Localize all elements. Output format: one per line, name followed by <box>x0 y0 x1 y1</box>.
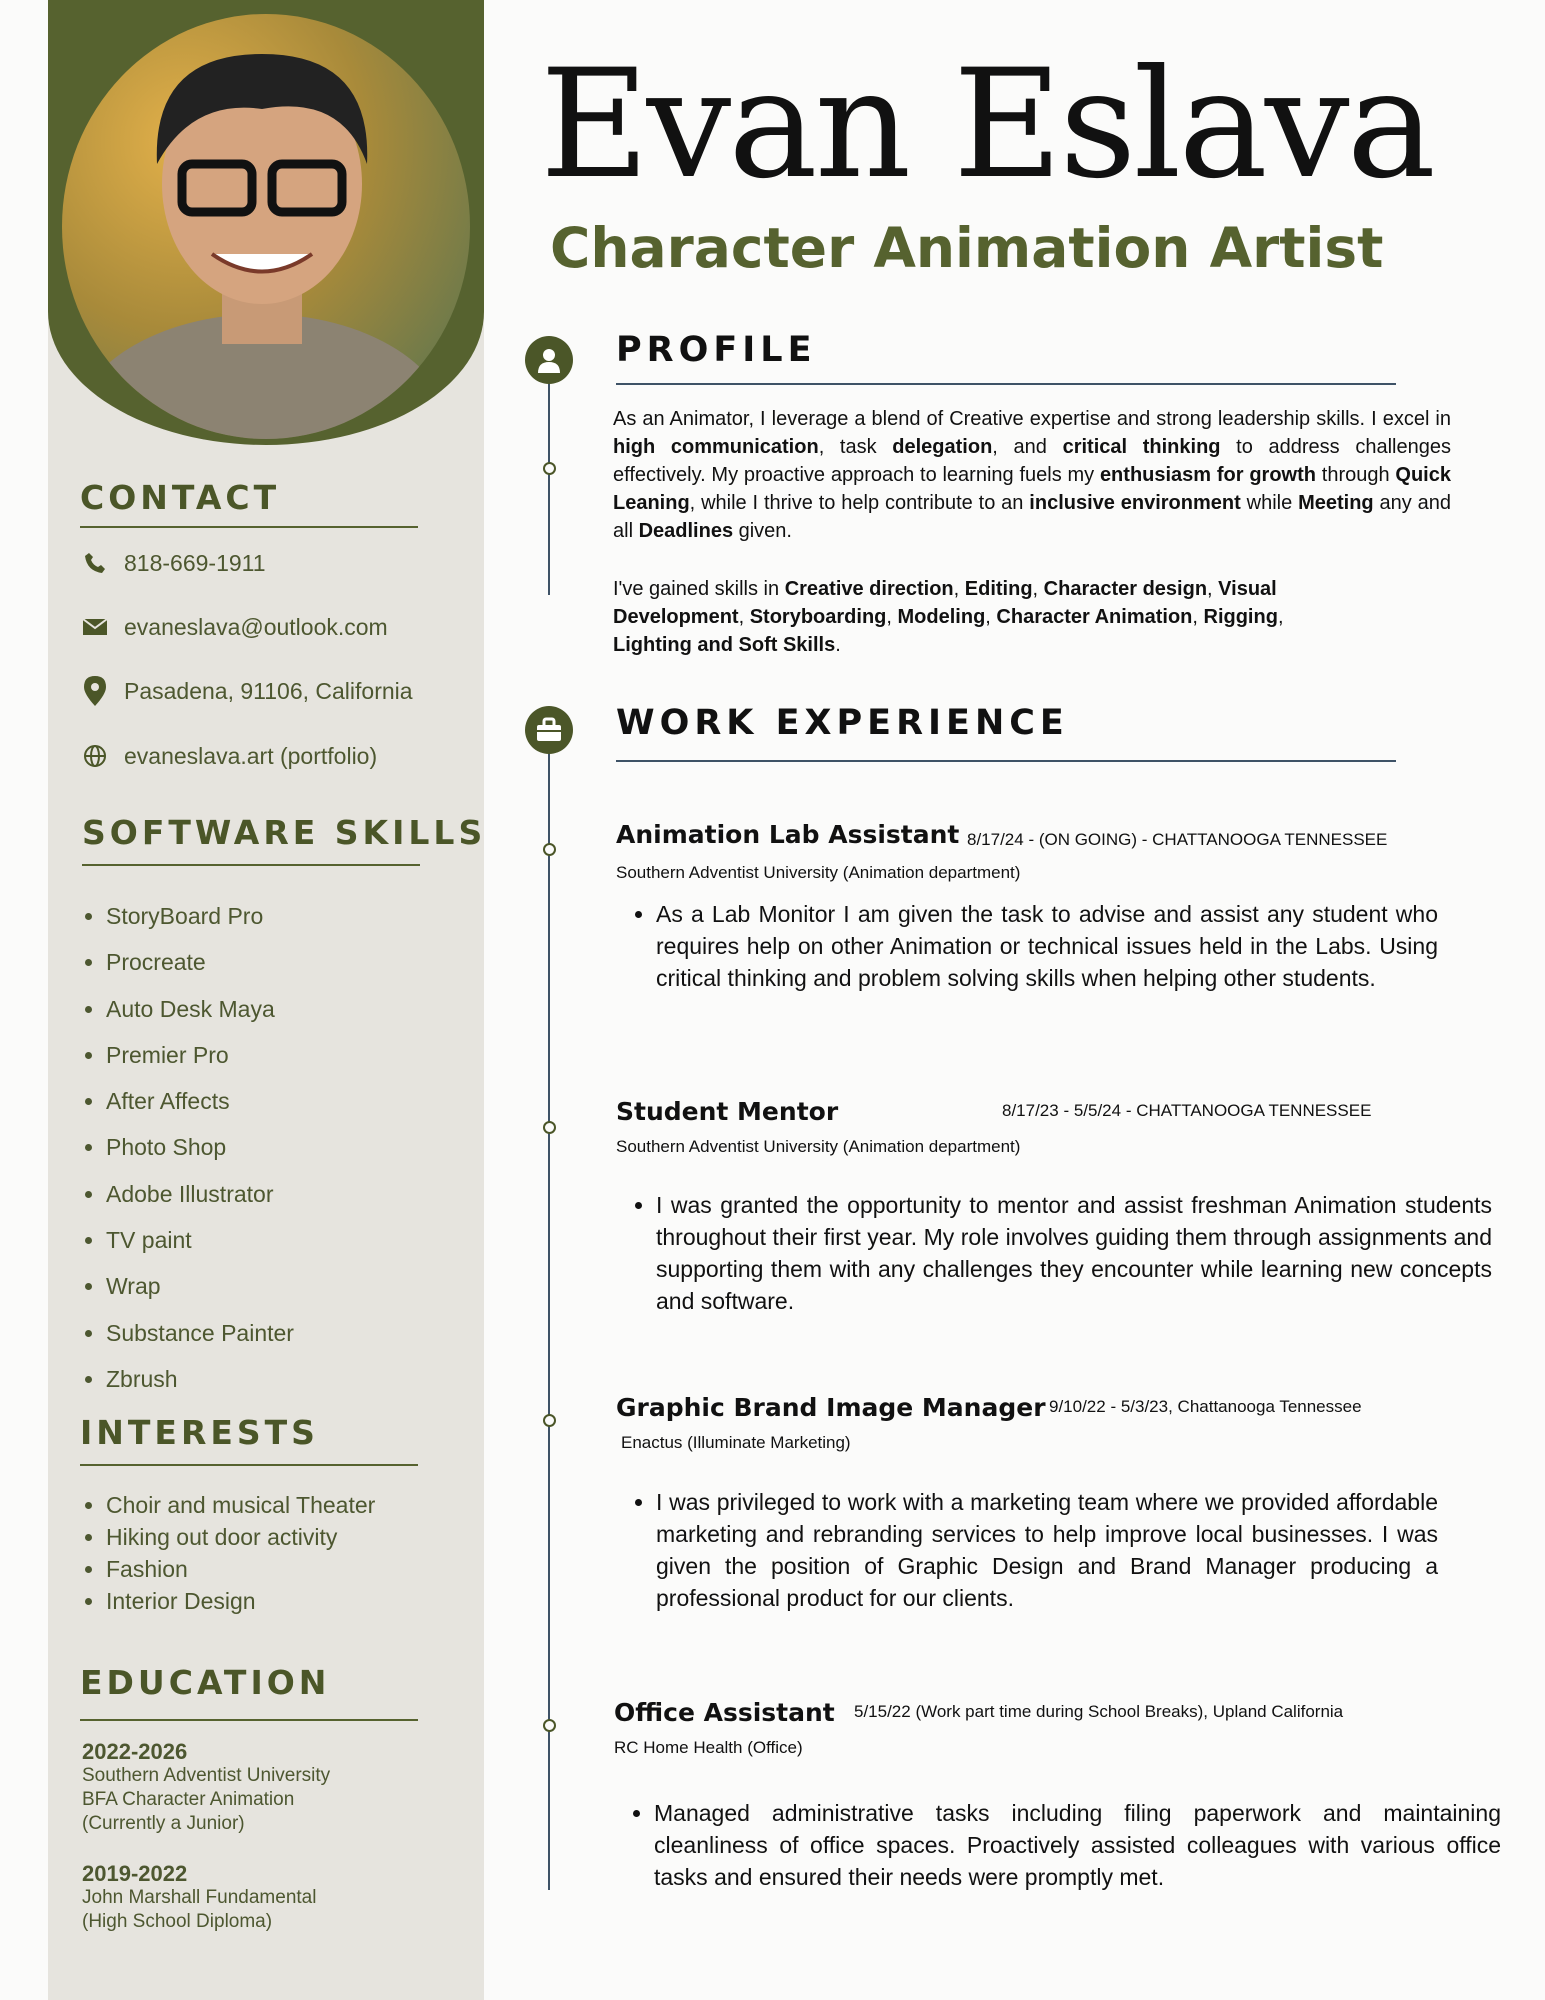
profile-heading: PROFILE <box>616 330 817 370</box>
education-line: BFA Character Animation <box>82 1789 295 1810</box>
text-run: Creative direction <box>784 578 954 600</box>
text-run: to address challenges effectively. My proactive approach to learning fuels my <box>613 436 1451 486</box>
list-item: • Fashion <box>106 1553 375 1585</box>
contact-location <box>80 676 413 706</box>
education-line: Southern Adventist University <box>82 1765 331 1786</box>
education-divider <box>80 1719 418 1721</box>
phone-text: 818-669-1911 <box>124 549 266 576</box>
briefcase-icon <box>525 706 573 754</box>
job-title: Office Assistant <box>614 1698 835 1727</box>
list-item: • Photo Shop <box>106 1124 294 1170</box>
list-item: • Substance Painter <box>106 1310 294 1356</box>
text-run: Editing <box>964 578 1033 600</box>
text-run: high communication <box>613 436 819 458</box>
list-item: • Choir and musical Theater <box>106 1489 375 1521</box>
job-desc-item: • I was granted the opportunity to mentor and assist freshman Animation students throughout their first year. My role involves guiding them through assignments and supporting them with any challenges they encounter while learning new concepts and software. <box>656 1189 1492 1317</box>
timeline-dot <box>543 1121 556 1134</box>
text-run: , <box>738 606 750 628</box>
contact-heading: CONTACT <box>80 478 281 517</box>
list-item: • StoryBoard Pro <box>106 893 294 939</box>
job-date: 8/17/23 - 5/5/24 - CHATTANOOGA TENNESSEE <box>1002 1101 1372 1120</box>
job-desc <box>614 1189 1492 1317</box>
list-item: • Procreate <box>106 939 294 985</box>
text-run: I've gained skills in <box>613 578 785 600</box>
person-icon <box>525 336 573 384</box>
text-run: Deadlines <box>638 520 734 542</box>
interests-divider <box>80 1464 418 1466</box>
education-line: (High School Diploma) <box>82 1911 273 1932</box>
profile-divider <box>616 383 1396 385</box>
globe-icon <box>80 741 110 771</box>
contact-email <box>80 612 388 642</box>
timeline-dot <box>543 462 556 475</box>
text-run: inclusive environment <box>1029 492 1241 514</box>
email-text: evaneslava@outlook.com <box>124 613 388 640</box>
job-desc <box>612 1797 1501 1893</box>
text-run: through <box>1315 464 1396 486</box>
text-run: while <box>1240 492 1299 514</box>
text-run: Visual Development <box>613 578 1277 628</box>
contact-website <box>80 741 377 771</box>
list-item: • Wrap <box>106 1263 294 1309</box>
job-date: 5/15/22 (Work part time during School Breaks), Upland California <box>854 1702 1344 1721</box>
text-run: Storyboarding <box>749 606 887 628</box>
job-title: Student Mentor <box>616 1097 839 1126</box>
list-item: • Interior Design <box>106 1585 375 1617</box>
skills-paragraph <box>613 575 1313 659</box>
work-divider <box>616 760 1396 762</box>
job-desc-item: • I was privileged to work with a marketing team where we provided affordable marketing and rebranding services to help improve local businesses. I was given the position of Graphic Design and Brand Manager producing a professional product for our clients. <box>656 1486 1438 1614</box>
text-run: critical thinking <box>1062 436 1221 458</box>
location-pin-icon <box>80 676 110 706</box>
list-item: • Zbrush <box>106 1356 294 1402</box>
education-line: John Marshall Fundamental <box>82 1887 317 1908</box>
job-date: 8/17/24 - (ON GOING) - CHATTANOOGA TENNESSEE <box>967 830 1388 849</box>
text-run: Character Animation <box>996 606 1193 628</box>
text-run: , <box>1207 578 1219 600</box>
text-run: given. <box>733 520 792 542</box>
text-run: , <box>1192 606 1204 628</box>
timeline-dot <box>543 1719 556 1732</box>
software-divider <box>82 864 420 866</box>
text-run: Character design <box>1043 578 1208 600</box>
job-desc <box>614 1486 1438 1614</box>
text-run: Meeting <box>1298 492 1374 514</box>
job-title: Graphic Brand Image Manager <box>616 1393 1046 1422</box>
job-org: Enactus (Illuminate Marketing) <box>621 1433 851 1452</box>
list-item: • TV paint <box>106 1217 294 1263</box>
job-org: RC Home Health (Office) <box>614 1738 803 1757</box>
text-run: any and all <box>613 492 1451 542</box>
text-run: Lighting and Soft Skills <box>613 634 836 656</box>
list-item: • After Affects <box>106 1078 294 1124</box>
text-run: , <box>1032 578 1044 600</box>
education-years: 2019-2022 <box>82 1861 188 1886</box>
list-item: • Adobe Illustrator <box>106 1171 294 1217</box>
job-title: Animation Lab Assistant <box>616 820 960 849</box>
work-heading: WORK EXPERIENCE <box>616 703 1069 743</box>
website-text: evaneslava.art (portfolio) <box>124 742 378 769</box>
job-org: Southern Adventist University (Animation department) <box>616 863 1021 882</box>
job-date: 9/10/22 - 5/3/23, Chattanooga Tennessee <box>1049 1397 1362 1416</box>
phone-icon <box>80 548 110 578</box>
contact-phone <box>80 548 266 578</box>
education-heading: EDUCATION <box>80 1663 331 1702</box>
text-run: Modeling <box>897 606 986 628</box>
text-run: , task <box>818 436 893 458</box>
list-item: • Auto Desk Maya <box>106 986 294 1032</box>
location-text: Pasadena, 91106, California <box>124 677 413 704</box>
text-run: , <box>886 606 898 628</box>
profile-paragraph <box>613 405 1451 545</box>
list-item: • Premier Pro <box>106 1032 294 1078</box>
timeline-line <box>548 370 550 595</box>
interests-heading: INTERESTS <box>80 1413 319 1452</box>
education-entry <box>82 1740 330 1836</box>
text-run: , while I thrive to help contribute to an <box>689 492 1030 514</box>
text-run: delegation <box>892 436 993 458</box>
text-run: Quick Leaning <box>613 464 1451 514</box>
job-org: Southern Adventist University (Animation department) <box>616 1137 1021 1156</box>
candidate-name: Evan Eslava <box>540 38 1434 212</box>
timeline-dot <box>543 843 556 856</box>
text-run: Rigging <box>1203 606 1278 628</box>
timeline-dot <box>543 1414 556 1427</box>
software-heading: SOFTWARE SKILLS <box>82 813 487 852</box>
text-run: , <box>985 606 997 628</box>
job-desc-item: • Managed administrative tasks including filing paperwork and maintaining cleanliness of office spaces. Proactively assisted colleagues with various office tasks and ensured their needs were promptly met. <box>654 1797 1501 1893</box>
text-run: enthusiasm for growth <box>1099 464 1316 486</box>
text-run: As an Animator, I leverage a blend of Creative expertise and strong leadership skills. I excel in <box>613 408 1451 430</box>
text-run: , <box>953 578 965 600</box>
list-item: • Hiking out door activity <box>106 1521 375 1553</box>
job-desc-item: • As a Lab Monitor I am given the task to advise and assist any student who requires help on other Animation or technical issues held in the Labs. Using critical thinking and problem solving skills when helping other students. <box>656 898 1438 994</box>
education-years: 2022-2026 <box>82 1739 188 1764</box>
job-desc <box>614 898 1438 994</box>
text-run: , <box>1277 606 1284 628</box>
text-run: . <box>835 634 841 656</box>
candidate-role: Character Animation Artist <box>550 216 1384 280</box>
education-line: (Currently a Junior) <box>82 1813 245 1834</box>
education-entry <box>82 1862 316 1934</box>
contact-divider <box>80 526 418 528</box>
mail-icon <box>80 612 110 642</box>
text-run: , and <box>992 436 1063 458</box>
software-list <box>80 893 294 1402</box>
profile-photo <box>62 14 470 439</box>
interests-list <box>80 1489 375 1617</box>
